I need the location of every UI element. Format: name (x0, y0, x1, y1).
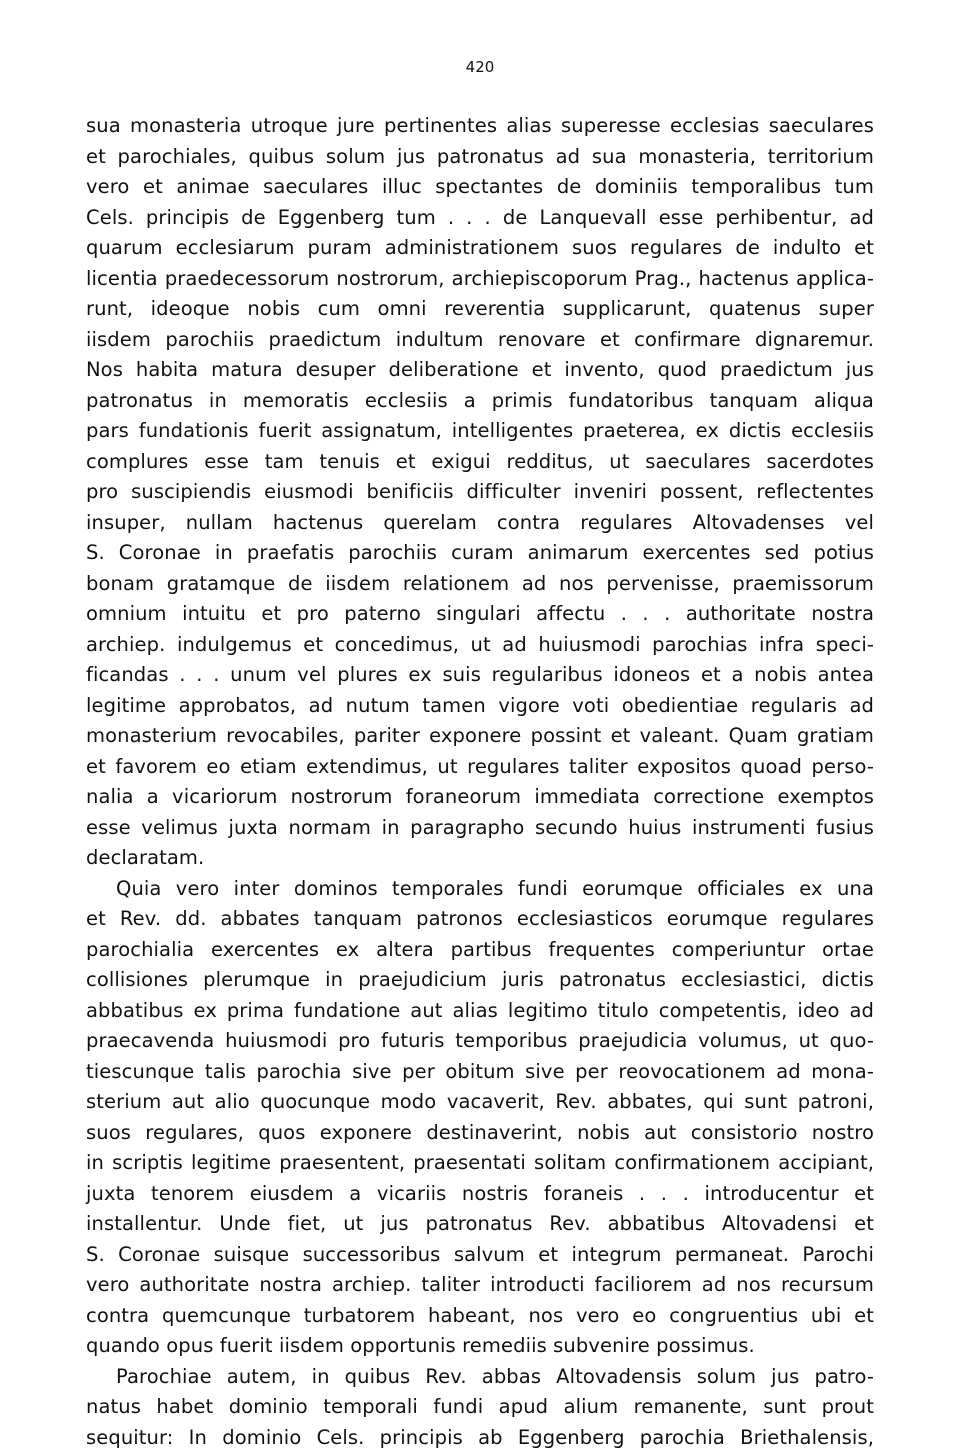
text-line: sua monasteria utroque jure pertinentes alias superesse ecclesias saeculares (86, 111, 874, 142)
text-line: vero et animae saeculares illuc spectantes de dominiis temporalibus tum (86, 172, 874, 203)
text-line: installentur. Unde fiet, ut jus patronatus Rev. abbatibus Altovadensi et (86, 1209, 874, 1240)
text-line: contra quemcunque turbatorem habeant, nos vero eo congruentius ubi et (86, 1301, 874, 1332)
text-line: monasterium revocabiles, pariter exponere possint et valeant. Quam gratiam (86, 721, 874, 752)
text-line: legitime approbatos, ad nutum tamen vigore voti obedientiae regularis ad (86, 691, 874, 722)
text-line: juxta tenorem eiusdem a vicariis nostris foraneis . . . introducentur et (86, 1179, 874, 1210)
paragraph-start-line: Quia vero inter dominos temporales fundi eorumque officiales ex una (86, 874, 874, 905)
text-line: tiescunque talis parochia sive per obitum sive per reovocationem ad mona- (86, 1057, 874, 1088)
text-line: suos regulares, quos exponere destinaverint, nobis aut consistorio nostro (86, 1118, 874, 1149)
text-line: sterium aut alio quocunque modo vacaverit, Rev. abbates, qui sunt patroni, (86, 1087, 874, 1118)
text-line: insuper, nullam hactenus querelam contra regulares Altovadenses vel (86, 508, 874, 539)
text-line: complures esse tam tenuis et exigui redditus, ut saeculares sacerdotes (86, 447, 874, 478)
text-line: esse velimus juxta normam in paragrapho secundo huius instrumenti fusius (86, 813, 874, 844)
text-line: et Rev. dd. abbates tanquam patronos ecclesiasticos eorumque regulares (86, 904, 874, 935)
text-line: natus habet dominio temporali fundi apud alium remanente, sunt prout (86, 1392, 874, 1423)
paragraph-start-line: Parochiae autem, in quibus Rev. abbas Altovadensis solum jus patro- (86, 1362, 874, 1393)
text-line: pars fundationis fuerit assignatum, intelligentes praeterea, ex dictis ecclesiis (86, 416, 874, 447)
text-line: praecavenda huiusmodi pro futuris temporibus praejudicia volumus, ut quo- (86, 1026, 874, 1057)
text-line: Nos habita matura desuper deliberatione et invento, quod praedictum jus (86, 355, 874, 386)
text-line: archiep. indulgemus et concedimus, ut ad huiusmodi parochias infra speci- (86, 630, 874, 661)
text-line: vero authoritate nostra archiep. taliter introducti faciliorem ad nos recursum (86, 1270, 874, 1301)
text-line: omnium intuitu et pro paterno singulari affectu . . . authoritate nostra (86, 599, 874, 630)
text-line: abbatibus ex prima fundatione aut alias legitimo titulo competentis, ideo ad (86, 996, 874, 1027)
text-line: iisdem parochiis praedictum indultum renovare et confirmare dignaremur. (86, 325, 874, 356)
text-line: runt, ideoque nobis cum omni reverentia supplicarunt, quatenus super (86, 294, 874, 325)
text-line: sequitur: In dominio Cels. principis ab Eggenberg parochia Briethalensis, (86, 1423, 874, 1453)
text-line: licentia praedecessorum nostrorum, archiepiscoporum Prag., hactenus applica- (86, 264, 874, 295)
text-line: S. Coronae suisque successoribus salvum et integrum permaneat. Parochi (86, 1240, 874, 1271)
text-line: parochialia exercentes ex altera partibus frequentes comperiuntur ortae (86, 935, 874, 966)
text-line: S. Coronae in praefatis parochiis curam animarum exercentes sed potius (86, 538, 874, 569)
text-line: ficandas . . . unum vel plures ex suis regularibus idoneos et a nobis antea (86, 660, 874, 691)
paragraph-end-line: declaratam. (86, 843, 874, 874)
text-line: quarum ecclesiarum puram administrationem suos regulares de indulto et (86, 233, 874, 264)
paragraph-end-line: quando opus fuerit iisdem opportunis remediis subvenire possimus. (86, 1331, 874, 1362)
text-line: bonam gratamque de iisdem relationem ad nos pervenisse, praemissorum (86, 569, 874, 600)
text-line: patronatus in memoratis ecclesiis a primis fundatoribus tanquam aliqua (86, 386, 874, 417)
body-text (86, 111, 874, 1453)
text-line: nalia a vicariorum nostrorum foraneorum immediata correctione exemptos (86, 782, 874, 813)
text-line: et parochiales, quibus solum jus patronatus ad sua monasteria, territorium (86, 142, 874, 173)
page-number: 420 (0, 58, 960, 76)
text-line: et favorem eo etiam extendimus, ut regulares taliter expositos quoad perso- (86, 752, 874, 783)
text-line: Cels. principis de Eggenberg tum . . . de Lanquevall esse perhibentur, ad (86, 203, 874, 234)
text-line: in scriptis legitime praesentent, praesentati solitam confirmationem accipiant, (86, 1148, 874, 1179)
text-line: collisiones plerumque in praejudicium juris patronatus ecclesiastici, dictis (86, 965, 874, 996)
text-line: pro suscipiendis eiusmodi benificiis difficulter inveniri possent, reflectentes (86, 477, 874, 508)
